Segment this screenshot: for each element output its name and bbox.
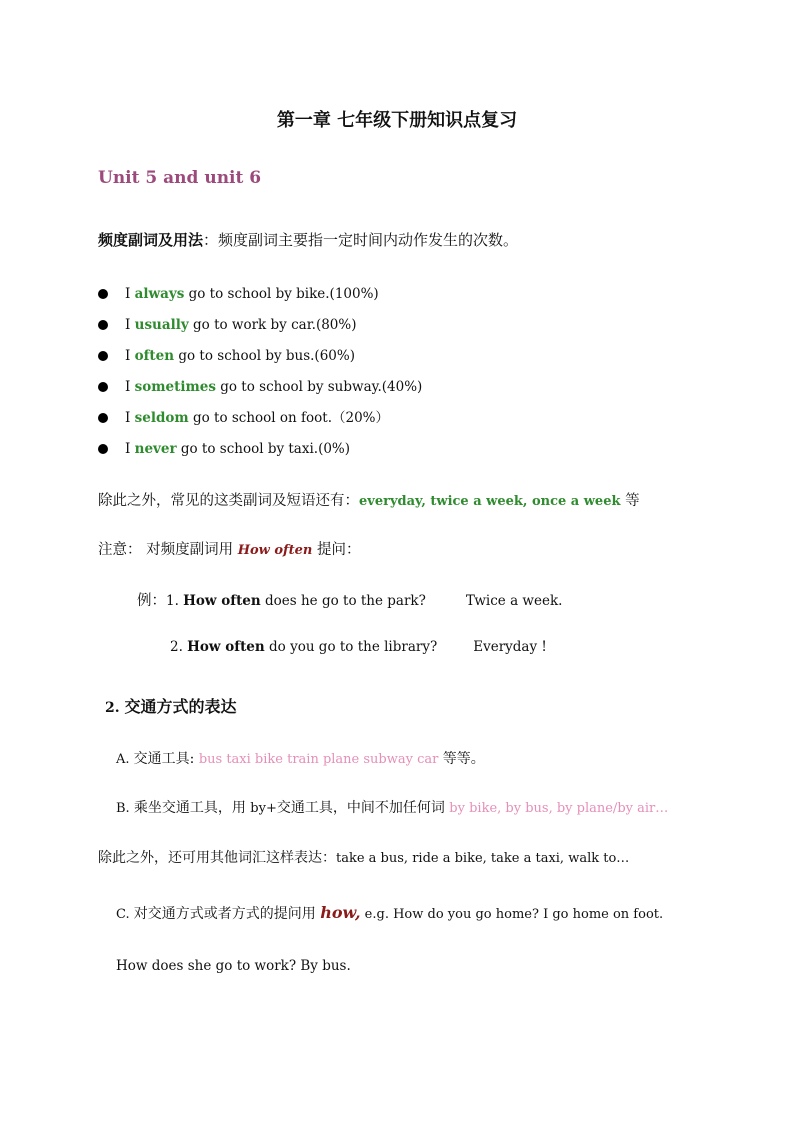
other-phrases: everyday, twice a week, once a week xyxy=(359,494,621,509)
frequency-section-heading xyxy=(98,229,518,250)
adverb: often xyxy=(134,348,175,364)
page-title: 第一章 七年级下册知识点复习 xyxy=(276,110,518,131)
example-1: 例：1. How often does he go to the park? Twice a week. xyxy=(137,593,563,609)
adverb: always xyxy=(134,286,185,302)
item-c-example-2: How does she go to work? By bus. xyxy=(116,958,351,974)
adverb: never xyxy=(134,441,177,457)
list-item: I sometimes go to school by subway.(40%) xyxy=(98,376,422,407)
list-item: I usually go to work by car.(80%) xyxy=(98,314,422,345)
example-2: 2. How often do you go to the library? Everyday ! xyxy=(170,639,547,655)
vehicle-list: bus taxi bike train plane subway car xyxy=(198,752,439,767)
other-adverbs-line: 除此之外，常见的这类副词及短语还有：everyday, twice a week, once a week 等 xyxy=(98,493,640,509)
list-item: I always go to school by bike.(100%) xyxy=(98,283,422,314)
by-examples: by bike, by bus, by plane/by air… xyxy=(449,801,669,816)
how-often-highlight: How often xyxy=(237,543,313,558)
note-line: 注意： 对频度副词用 How often 提问： xyxy=(98,542,361,558)
item-c: C. 对交通方式或者方式的提问用 how, e.g. How do you go home? I go home on foot. xyxy=(116,903,664,922)
item-a: A. 交通工具: bus taxi bike train plane subway car 等等。 xyxy=(116,751,485,767)
list-item: I often go to school by bus.(60%) xyxy=(98,345,422,376)
frequency-bullet-list xyxy=(98,283,422,469)
bullet-icon xyxy=(98,320,108,330)
bullet-icon xyxy=(98,413,108,423)
adverb: seldom xyxy=(134,410,189,426)
list-item: I seldom go to school on foot.（20%） xyxy=(98,407,422,438)
example-2-answer: Everyday ! xyxy=(473,639,547,655)
bullet-icon xyxy=(98,382,108,392)
other-expressions-line: 除此之外，还可用其他词汇这样表达：take a bus, ride a bike, take a taxi, walk to… xyxy=(98,850,630,866)
frequency-label: 频度副词及用法 xyxy=(98,231,204,249)
unit-heading: Unit 5 and unit 6 xyxy=(98,168,262,188)
adverb: usually xyxy=(134,317,189,333)
adverb: sometimes xyxy=(134,379,216,395)
section-2-heading: 2. 交通方式的表达 xyxy=(105,697,237,716)
bullet-icon xyxy=(98,444,108,454)
frequency-desc: ：频度副词主要指一定时间内动作发生的次数。 xyxy=(203,231,519,249)
list-item: I never go to school by taxi.(0%) xyxy=(98,438,422,469)
how-highlight: how, xyxy=(320,903,361,922)
item-b: B. 乘坐交通工具，用 by+交通工具，中间不加任何词 by bike, by bus, by plane/by air… xyxy=(116,800,669,816)
bullet-icon xyxy=(98,289,108,299)
bullet-icon xyxy=(98,351,108,361)
example-1-answer: Twice a week. xyxy=(465,593,563,609)
